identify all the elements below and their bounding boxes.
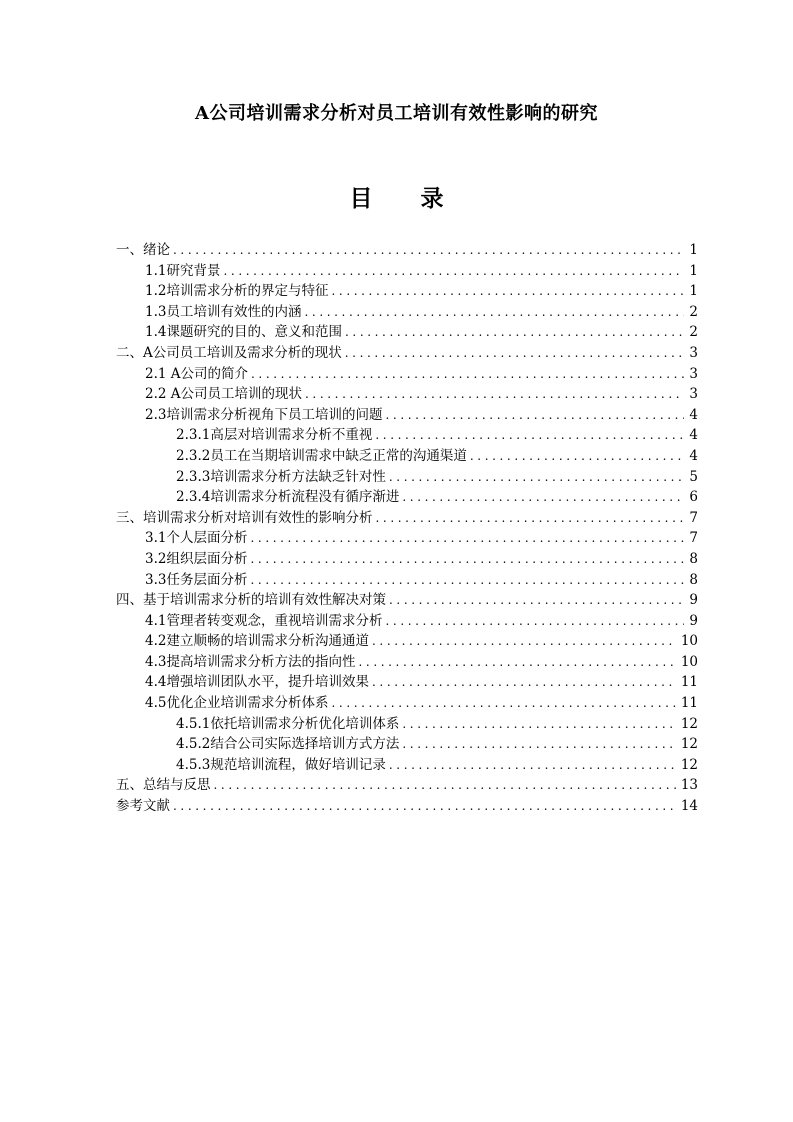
toc-entry[interactable] [116, 343, 698, 364]
toc-page-number: 5 [689, 468, 698, 485]
toc-entry-label: 4.5.3规范培训流程，做好培训记录 [176, 756, 386, 773]
toc-entry[interactable] [116, 261, 698, 282]
toc-page-number: 1 [689, 262, 698, 279]
toc-entry[interactable] [116, 631, 698, 652]
toc-entry-label: 4.2建立顺畅的培训需求分析沟通通道 [145, 633, 369, 650]
table-of-contents [116, 240, 698, 817]
toc-entry-label: 2.1 A公司的简介 [145, 365, 249, 382]
toc-entry-label: 4.5.1依托培训需求分析优化培训体系 [176, 715, 400, 732]
toc-entry-label: 1.2培训需求分析的界定与特征 [145, 283, 329, 300]
toc-page-number: 11 [680, 674, 698, 691]
toc-entry[interactable] [116, 508, 698, 529]
toc-page-number: 1 [689, 283, 698, 300]
toc-entry-label: 4.5.2结合公司实际选择培训方式方法 [176, 736, 400, 753]
toc-entry-label: 4.5优化企业培训需求分析体系 [145, 695, 329, 712]
toc-entry-label: 4.1管理者转变观念，重视培训需求分析 [145, 612, 383, 629]
toc-page-number: 12 [680, 756, 698, 773]
toc-page-number: 7 [689, 530, 698, 547]
toc-entry-label: 1.1研究背景 [145, 262, 221, 279]
toc-page-number: 12 [680, 736, 698, 753]
toc-entry-label: 参考文献 [116, 798, 170, 815]
toc-heading-char-1: 目 [349, 185, 373, 212]
toc-page-number: 6 [689, 489, 698, 506]
toc-entry[interactable] [116, 487, 698, 508]
dot-leader [402, 487, 684, 508]
toc-entry-label: 4.4增强培训团队水平，提升培训效果 [145, 674, 369, 691]
toc-entry[interactable] [116, 405, 698, 426]
toc-page-number: 10 [680, 653, 698, 670]
toc-heading-char-2: 录 [420, 185, 444, 212]
dot-leader [375, 425, 684, 446]
dot-leader [345, 322, 684, 343]
toc-entry[interactable] [116, 734, 698, 755]
dot-leader [372, 672, 677, 693]
toc-page-number: 8 [689, 571, 698, 588]
toc-page-number: 4 [689, 406, 698, 423]
toc-entry-label: 四、基于培训需求分析的培训有效性解决对策 [116, 592, 386, 609]
toc-entry[interactable] [116, 425, 698, 446]
toc-entry-label: 3.3任务层面分析 [145, 571, 248, 588]
dot-leader [331, 693, 676, 714]
toc-entry-label: 1.3员工培训有效性的内涵 [145, 303, 302, 320]
toc-entry[interactable] [116, 714, 698, 735]
toc-entry[interactable] [116, 302, 698, 323]
dot-leader [385, 611, 684, 632]
toc-entry[interactable] [116, 611, 698, 632]
dot-leader [250, 549, 684, 570]
dot-leader [173, 240, 684, 261]
toc-entry[interactable] [116, 528, 698, 549]
toc-entry[interactable] [116, 322, 698, 343]
toc-entry[interactable] [116, 796, 698, 817]
dot-leader [173, 796, 677, 817]
toc-entry-label: 4.3提高培训需求分析方法的指向性 [145, 653, 356, 670]
dot-leader [389, 467, 684, 488]
dot-leader [331, 281, 684, 302]
toc-page-number: 9 [689, 592, 698, 609]
toc-entry[interactable] [116, 693, 698, 714]
toc-page-number: 4 [689, 427, 698, 444]
toc-page-number: 13 [680, 777, 698, 794]
toc-page-number: 9 [689, 612, 698, 629]
toc-entry[interactable] [116, 364, 698, 385]
dot-leader [389, 755, 677, 776]
toc-entry-label: 3.2组织层面分析 [145, 550, 248, 567]
toc-page-number: 8 [689, 550, 698, 567]
toc-entry[interactable] [116, 570, 698, 591]
dot-leader [223, 261, 684, 282]
dot-leader [470, 446, 684, 467]
toc-entry-label: 2.3.4培训需求分析流程没有循序渐进 [176, 489, 400, 506]
toc-entry-label: 1.4课题研究的目的、意义和范围 [145, 324, 342, 341]
toc-entry-label: 五、总结与反思 [116, 777, 211, 794]
toc-entry[interactable] [116, 549, 698, 570]
toc-entry-label: 2.3.2员工在当期培训需求中缺乏正常的沟通渠道 [176, 447, 467, 464]
toc-page-number: 2 [689, 303, 698, 320]
document-title: A公司培训需求分析对员工培训有效性影响的研究 [195, 103, 598, 124]
dot-leader [304, 302, 684, 323]
dot-leader [389, 590, 684, 611]
toc-page-number: 1 [689, 242, 698, 258]
toc-entry[interactable] [116, 240, 698, 261]
dot-leader [402, 714, 676, 735]
toc-entry-label: 2.3培训需求分析视角下员工培训的问题 [145, 406, 383, 423]
toc-entry[interactable] [116, 384, 698, 405]
toc-heading [0, 184, 793, 214]
dot-leader [251, 364, 684, 385]
dot-leader [214, 775, 677, 796]
toc-entry[interactable] [116, 590, 698, 611]
toc-entry[interactable] [116, 446, 698, 467]
dot-leader [345, 343, 684, 364]
toc-page-number: 10 [680, 633, 698, 650]
dot-leader [376, 508, 685, 529]
toc-entry[interactable] [116, 281, 698, 302]
dot-leader [250, 528, 684, 549]
dot-leader [358, 652, 676, 673]
dot-leader [402, 734, 676, 755]
toc-page-number: 11 [680, 695, 698, 712]
dot-leader [250, 570, 684, 591]
dot-leader [385, 405, 684, 426]
toc-entry-label: 2.3.1高层对培训需求分析不重视 [176, 427, 373, 444]
dot-leader [372, 631, 677, 652]
toc-entry-label: 三、培训需求分析对培训有效性的影响分析 [116, 509, 373, 526]
toc-entry-label: 二、A公司员工培训及需求分析的现状 [116, 344, 342, 361]
toc-page-number: 3 [689, 386, 698, 403]
toc-page-number: 3 [689, 365, 698, 382]
toc-page-number: 3 [689, 344, 698, 361]
toc-page-number: 7 [689, 509, 698, 526]
toc-entry[interactable] [116, 652, 698, 673]
toc-entry-label: 2.3.3培训需求分析方法缺乏针对性 [176, 468, 386, 485]
toc-entry-label: 3.1个人层面分析 [145, 530, 248, 547]
toc-page-number: 4 [689, 447, 698, 464]
toc-entry-label: 2.2 A公司员工培训的现状 [145, 386, 303, 403]
toc-entry[interactable] [116, 775, 698, 796]
toc-page-number: 12 [680, 715, 698, 732]
toc-entry[interactable] [116, 672, 698, 693]
toc-page-number: 14 [680, 798, 698, 815]
toc-entry[interactable] [116, 467, 698, 488]
dot-leader [305, 384, 684, 405]
toc-entry-label: 一、绪论 [116, 242, 170, 258]
toc-entry[interactable] [116, 755, 698, 776]
toc-page-number: 2 [689, 324, 698, 341]
